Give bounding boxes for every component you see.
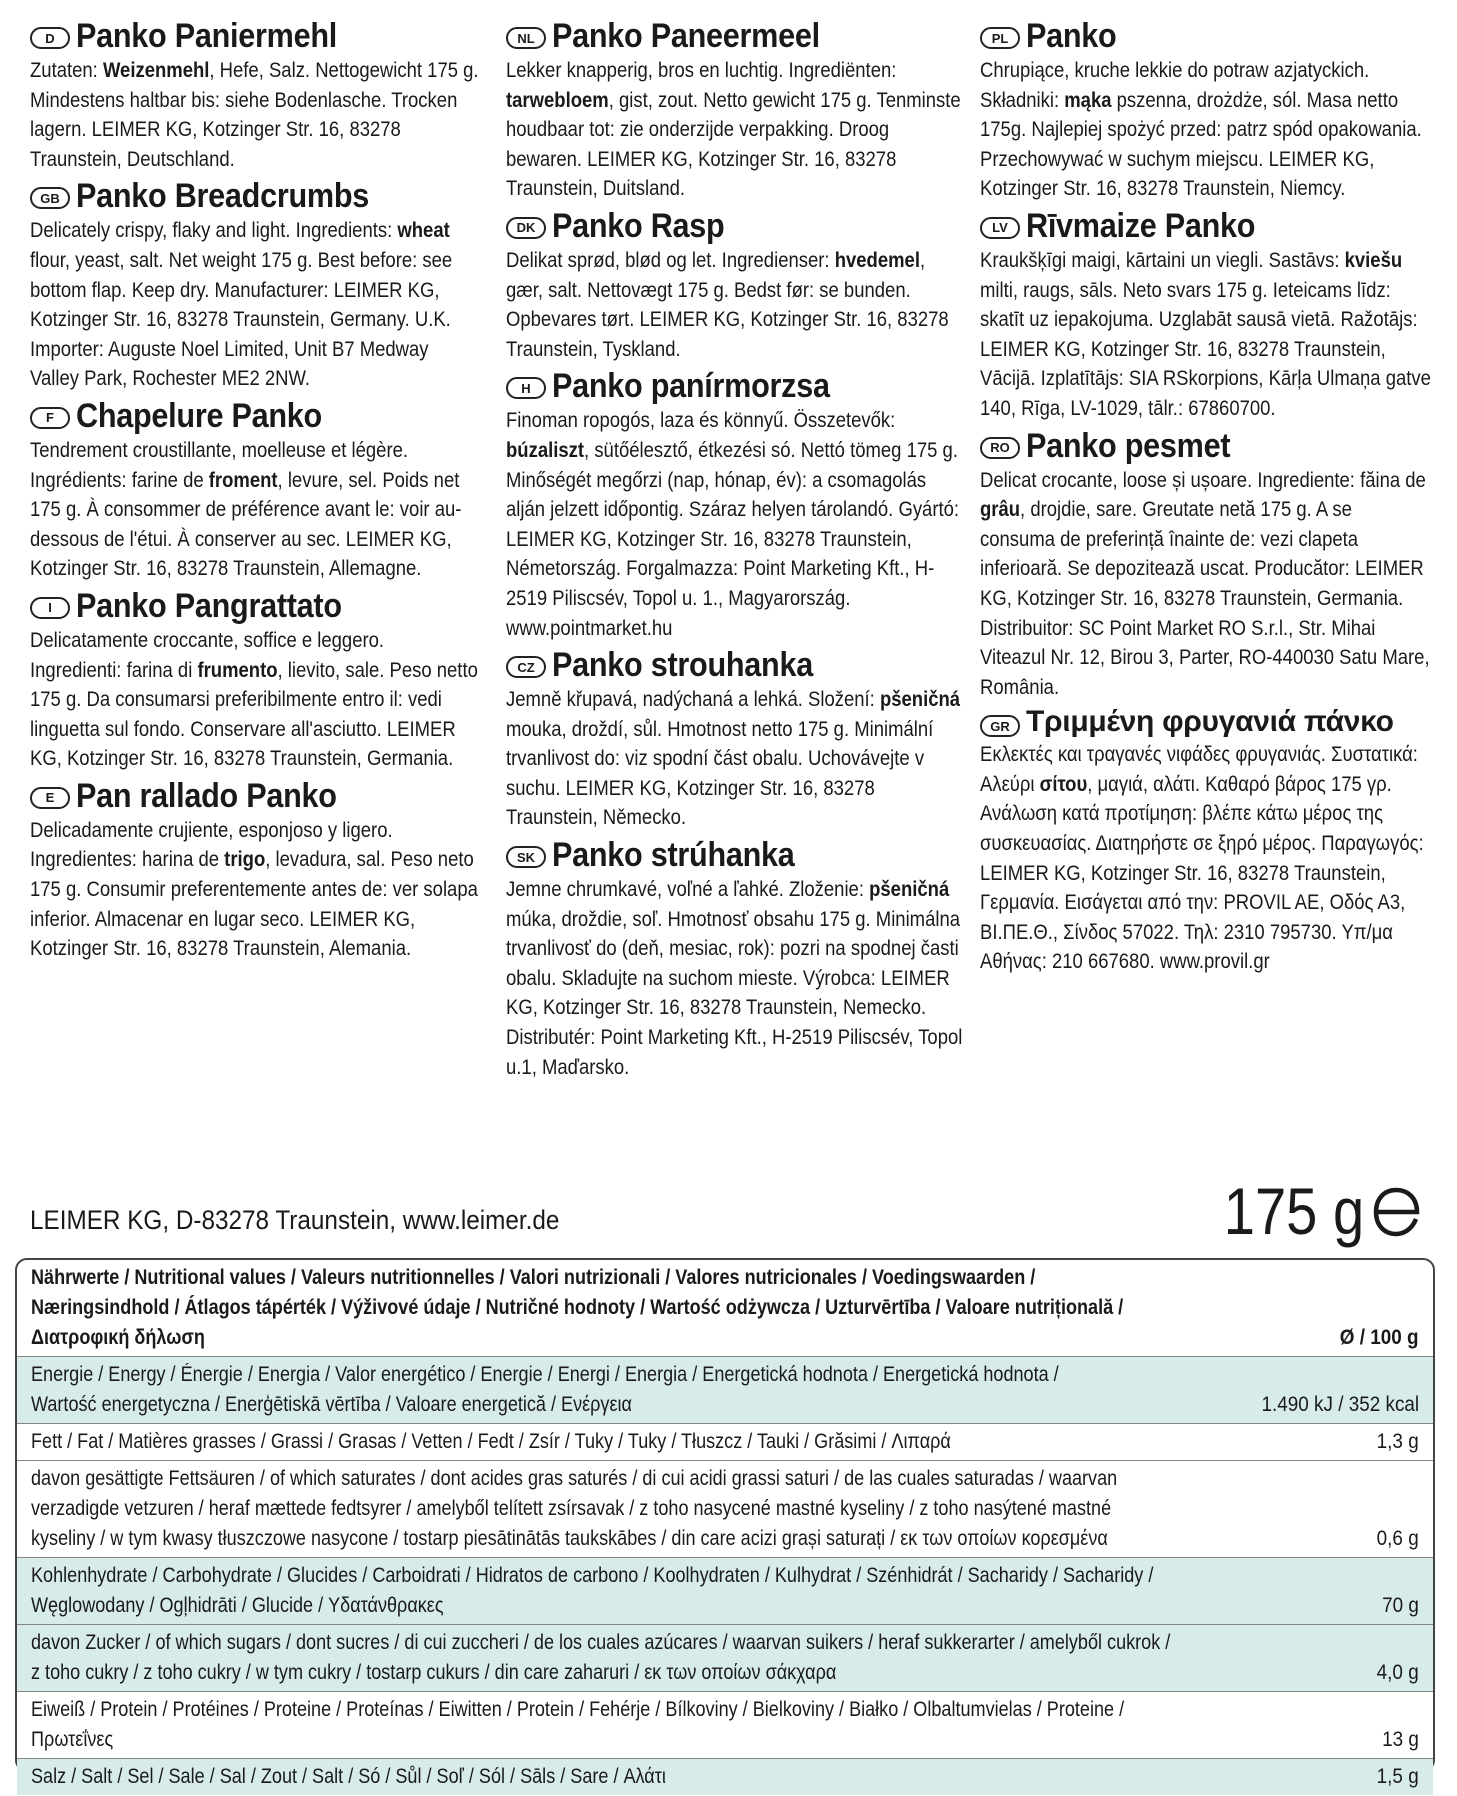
section-gr	[980, 706, 1430, 977]
product-name: Panko Pangrattato	[76, 586, 342, 625]
section-cz	[506, 647, 962, 833]
product-name: Panko Breadcrumbs	[76, 177, 370, 216]
product-name: Τριμμένη φρυγανιά πάνκο	[1026, 705, 1394, 739]
section-lv	[980, 208, 1430, 424]
product-name: Panko panírmorzsa	[552, 367, 830, 406]
country-code-badge: LV	[980, 217, 1020, 239]
nutrition-label: Salz / Salt / Sel / Sale / Sal / Zout / Salt / Só / Sůl / Soľ / Sól / Sāls / Sare / Αλάτι	[31, 1765, 666, 1788]
nutrition-row	[17, 1558, 1433, 1625]
section-nl	[506, 18, 962, 204]
product-name: Panko Paniermehl	[76, 17, 337, 55]
nutrition-value: 70 g	[1382, 1594, 1419, 1617]
ingredients-text: Chrupiące, kruche lekkie do potraw azjatyckich. Składniki: mąka pszenna, drożdże, sól. Masa netto 175g. Najlepiej spożyć przed: patrz spód opakowania. Przechowywać w suchym miejscu. LEIMER KG, Kotzinger Str. 16, 83278 Traunstein, Niemcy.	[980, 59, 1422, 201]
ingredients-text: Tendrement croustillante, moelleuse et légère. Ingrédients: farine de froment, levure, sel. Poids net 175 g. À consommer de préférence avant le: voir au-dessous de l'étui. À conserver au sec. LEIMER KG, Kotzinger Str. 16, 83278 Traunstein, Allemagne.	[30, 438, 462, 581]
product-name: Chapelure Panko	[76, 396, 322, 435]
country-code-badge: CZ	[506, 656, 546, 678]
nutrition-value: 1,3 g	[1376, 1430, 1419, 1453]
section-de	[30, 18, 478, 174]
section-hu	[506, 368, 962, 643]
section-pl	[980, 18, 1430, 204]
nutrition-value: 1.490 kJ / 352 kcal	[1261, 1393, 1419, 1416]
section-dk	[506, 208, 962, 364]
section-heading	[506, 208, 962, 244]
company-address: LEIMER KG, D-83278 Traunstein, www.leimer.de	[30, 1205, 560, 1235]
section-heading	[980, 706, 1430, 738]
section-it	[30, 588, 478, 774]
section-heading	[30, 18, 478, 54]
nutrition-label: davon gesättigte Fettsäuren / of which saturates / dont acides gras saturés / di cui acidi grassi saturi / de las cuales saturadas / waarvan verzadigde vetzuren / heraf mættede fedtsyrer / amelyből telített zsírsavak / z toho nasycené mastné kyseliny / z toho nasýtené mastné kyseliny / w tym kwasy tłuszczowe nasycone / tostarp piesātinātās taukskābes / din care acizi grași saturați / εκ των οποίων κορεσμένα	[31, 1467, 1118, 1550]
section-heading	[980, 428, 1430, 464]
nutrition-rows	[17, 1357, 1433, 1795]
ingredients-text: Finoman ropogós, laza és könnyű. Összetevők: búzaliszt, sütőélesztő, étkezési só. Nettó tömeg 175 g. Minőségét megőrzi (nap, hónap, év): a csomagolás alján jelzett időpontig. Száraz helyen tárolandó. Gyártó: LEIMER KG, Kotzinger Str. 16, 83278 Traunstein, Németország. Forgalmazza: Point Marketing Kft., H-2519 Piliscsév, Topol u. 1., Magyarország. www.pointmarket.hu	[506, 409, 960, 640]
section-sk	[506, 837, 962, 1082]
section-heading	[506, 647, 962, 683]
nutrition-row	[17, 1461, 1433, 1558]
section-heading	[506, 837, 962, 873]
ingredients-text: Jemne chrumkavé, voľné a ľahké. Zloženie: pšeničná múka, droždie, soľ. Hmotnosť obsahu 175 g. Minimálna trvanlivosť do (deň, mesiac, rok): pozri na spodnej časti obalu. Skladujte na suchom mieste. Výrobca: LEIMER KG, Kotzinger Str. 16, 83278 Traunstein, Nemecko. Distributér: Point Marketing Kft., H-2519 Piliscsév, Topol u.1, Maďarsko.	[506, 878, 963, 1079]
product-name: Panko pesmet	[1026, 426, 1231, 465]
product-name: Panko	[1026, 17, 1117, 55]
ingredients-text: Zutaten: Weizenmehl, Hefe, Salz. Nettogewicht 175 g. Mindestens haltbar bis: siehe Bodenlasche. Trocken lagern. LEIMER KG, Kotzinger Str. 16, 83278 Traunstein, Deutschland.	[30, 59, 479, 171]
nutrition-table	[15, 1258, 1435, 1788]
product-name: Panko Paneermeel	[552, 17, 820, 55]
section-heading	[30, 178, 478, 214]
country-code-badge: SK	[506, 846, 546, 868]
section-heading	[30, 778, 478, 814]
estimated-sign-icon	[1372, 1185, 1422, 1237]
country-code-badge: GB	[30, 187, 70, 209]
nutrition-label: Energie / Energy / Énergie / Energia / Valor energético / Energie / Energi / Energia / Energetická hodnota / Energetická hodnota / Wartość energetyczna / Enerģētiskā vērtība / Valoare energetică / Ενέργεια	[31, 1363, 1059, 1416]
section-heading	[30, 398, 478, 434]
column-3	[980, 18, 1430, 981]
section-heading	[30, 588, 478, 624]
ingredients-text: Kraukšķīgi maigi, kārtaini un viegli. Sastāvs: kviešu milti, raugs, sāls. Neto svars 175 g. Ieteicams līdz: skatīt uz iepakojuma. Uzglabāt sausā vietā. Ražotājs: LEIMER KG, Kotzinger Str. 16, 83278 Traunstein, Vācijā. Izplatītājs: SIA RSkorpions, Kārļa Ulmaņa gatve 140, Rīga, LV-1029, tālr.: 67860700.	[980, 248, 1431, 420]
nutrition-header-value: Ø / 100 g	[1340, 1326, 1419, 1349]
nutrition-value: 1,5 g	[1376, 1765, 1419, 1788]
ingredients-text: Jemně křupavá, nadýchaná a lehká. Složení: pšeničná mouka, droždí, sůl. Hmotnost netto 175 g. Minimální trvanlivost do: viz spodní část obalu. Uchovávejte v suchu. LEIMER KG, Kotzinger Str. 16, 83278 Traunstein, Německo.	[506, 688, 961, 830]
country-code-badge: F	[30, 407, 70, 429]
section-es	[30, 778, 478, 964]
ingredients-text: Delicat crocante, loose și ușoare. Ingrediente: făina de grâu, drojdie, sare. Greutate netă 175 g. A se consuma de preferință înainte de: vezi clapeta inferioară. Se depozitează uscat. Producător: LEIMER KG, Kotzinger Str. 16, 83278 Traunstein, Germania. Distribuitor: SC Point Market RO S.r.l., Str. Mihai Viteazul Nr. 12, Birou 3, Parter, RO-440030 Satu Mare, România.	[980, 468, 1430, 699]
ingredients-text: Delicately crispy, flaky and light. Ingredients: wheat flour, yeast, salt. Net weight 175 g. Best before: see bottom flap. Keep dry. Manufacturer: LEIMER KG, Kotzinger Str. 16, 83278 Traunstein, Germany. U.K. Importer: Auguste Noel Limited, Unit B7 Medway Valley Park, Rochester ME2 2NW.	[30, 219, 453, 391]
product-name: Rīvmaize Panko	[1026, 206, 1256, 245]
net-weight	[1199, 1174, 1422, 1248]
column-1	[30, 18, 478, 968]
ingredients-text: Delicadamente crujiente, esponjoso y ligero. Ingredientes: harina de trigo, levadura, sal. Peso neto 175 g. Consumir preferentemente antes de: ver solapa inferior. Almacenar en lugar seco. LEIMER KG, Kotzinger Str. 16, 83278 Traunstein, Alemania.	[30, 818, 478, 961]
country-code-badge: H	[506, 377, 546, 399]
product-name: Panko Rasp	[552, 206, 725, 245]
nutrition-value: 4,0 g	[1376, 1661, 1419, 1684]
nutrition-row	[17, 1625, 1433, 1692]
product-name: Pan rallado Panko	[76, 776, 337, 815]
nutrition-label: Kohlenhydrate / Carbohydrate / Glucides / Carboidrati / Hidratos de carbono / Koolhydraten / Kulhydrat / Szénhidrát / Sacharidy / Sacharidy / Węglowodany / Ogļhidrāti / Glucide / Υδατάνθρακες	[31, 1564, 1154, 1617]
country-code-badge: GR	[980, 715, 1020, 737]
country-code-badge: PL	[980, 27, 1020, 49]
country-code-badge: D	[30, 27, 70, 49]
section-fr	[30, 398, 478, 584]
ingredients-text: Delicatamente croccante, soffice e leggero. Ingredienti: farina di frumento, lievito, sale. Peso netto 175 g. Da consumarsi preferibilmente entro il: vedi linguetta sul fondo. Conservare all'asciutto. LEIMER KG, Kotzinger Str. 16, 83278 Traunstein, Germania.	[30, 628, 478, 771]
nutrition-row	[17, 1692, 1433, 1759]
net-weight-value: 175 g	[1223, 1174, 1364, 1248]
nutrition-label: davon Zucker / of which sugars / dont sucres / di cui zuccheri / de los cuales azúcares / waarvan suikers / heraf sukkerarter / amelyből cukrok / z toho cukry / z toho cukry / w tym cukry / tostarp cukurs / din care zaharuri / εκ των οποίων σάκχαρα	[31, 1631, 1171, 1684]
country-code-badge: E	[30, 787, 70, 809]
nutrition-header-label: Nährwerte / Nutritional values / Valeurs nutritionnelles / Valori nutrizionali / Valores nutricionales / Voedingswaarden / Næringsindhold / Átlagos tápérték / Výživové údaje / Nutričné hodnoty / Wartość odżywcza / Uzturvērtība / Valoare nutrițională / Διατροφική δήλωση	[31, 1266, 1124, 1349]
nutrition-value: 13 g	[1382, 1728, 1419, 1751]
nutrition-header-row	[17, 1260, 1433, 1357]
nutrition-row	[17, 1424, 1433, 1461]
section-ro	[980, 428, 1430, 703]
ingredients-text: Εκλεκτές και τραγανές νιφάδες φρυγανιάς. Συστατικά: Αλεύρι σίτου, μαγιά, αλάτι. Καθαρό βάρος 175 γρ. Ανάλωση κατά προτίμηση: βλέπε κάτω μέρος της συσκευασίας. Διατηρήστε σε ξηρό μέρος. Παραγωγός: LEIMER KG, Kotzinger Str. 16, 83278 Traunstein, Γερμανία. Εισάγεται από την: PROVIL AE, Οδός Α3, ΒΙ.ΠΕ.Θ., Σίνδος 57022. Τηλ: 2310 795730. Υπ/μα Αθήνας: 210 667680. www.provil.gr	[980, 743, 1424, 974]
product-name: Panko strúhanka	[552, 836, 795, 875]
nutrition-row	[17, 1759, 1433, 1795]
section-gb	[30, 178, 478, 394]
country-code-badge: RO	[980, 437, 1020, 459]
section-heading	[980, 208, 1430, 244]
ingredients-text: Lekker knapperig, bros en luchtig. Ingrediënten: tarwebloem, gist, zout. Netto gewicht 175 g. Tenminste houdbaar tot: zie onderzijde verpakking. Droog bewaren. LEIMER KG, Kotzinger Str. 16, 83278 Traunstein, Duitsland.	[506, 59, 961, 201]
column-2	[506, 18, 962, 1086]
nutrition-value: 0,6 g	[1376, 1527, 1419, 1550]
section-heading	[506, 18, 962, 54]
product-name: Panko strouhanka	[552, 646, 813, 685]
country-code-badge: NL	[506, 27, 546, 49]
nutrition-label: Eiweiß / Protein / Protéines / Proteine / Proteínas / Eiwitten / Protein / Fehérje / Bílkoviny / Bielkoviny / Białko / Olbaltumvielas / Proteine / Πρωτεΐνες	[31, 1698, 1125, 1751]
ingredients-text: Delikat sprød, blød og let. Ingredienser: hvedemel, gær, salt. Nettovægt 175 g. Bedst før: se bunden. Opbevares tørt. LEIMER KG, Kotzinger Str. 16, 83278 Traunstein, Tyskland.	[506, 248, 949, 361]
section-heading	[506, 368, 962, 404]
section-heading	[980, 18, 1430, 54]
country-code-badge: DK	[506, 217, 546, 239]
nutrition-label: Fett / Fat / Matières grasses / Grassi / Grasas / Vetten / Fedt / Zsír / Tuky / Tuky / Tłuszcz / Tauki / Grăsimi / Λιπαρά	[31, 1430, 951, 1453]
nutrition-row	[17, 1357, 1433, 1424]
country-code-badge: I	[30, 597, 70, 619]
